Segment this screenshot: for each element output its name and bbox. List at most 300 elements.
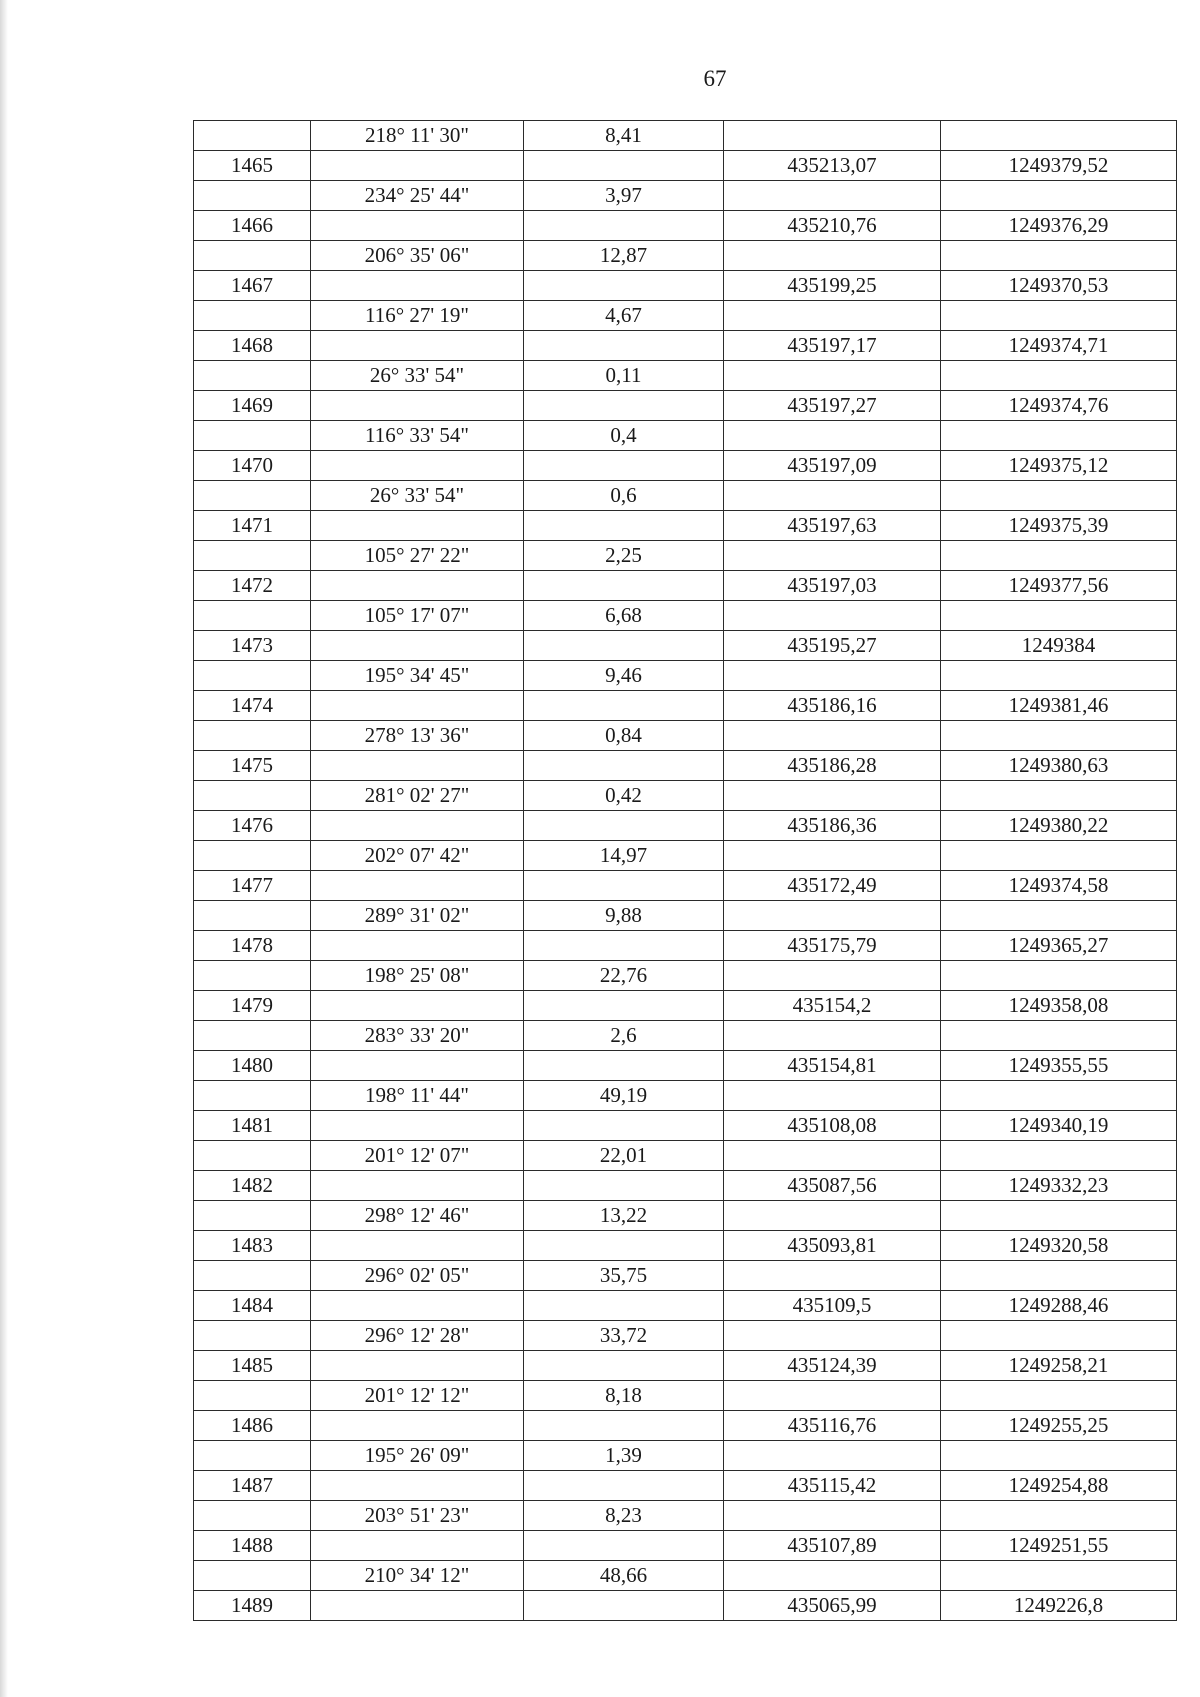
y-coordinate-cell: 1249375,39 xyxy=(941,511,1177,541)
segment-row xyxy=(194,1081,1177,1111)
point-number-cell: 1472 xyxy=(194,571,311,601)
y-coordinate-cell: 1249258,21 xyxy=(941,1351,1177,1381)
y-coordinate-cell: 1249374,76 xyxy=(941,391,1177,421)
y-coordinate-cell: 1249381,46 xyxy=(941,691,1177,721)
x-coordinate-cell xyxy=(724,481,941,511)
direction-angle-cell xyxy=(311,631,524,661)
x-coordinate-cell: 435108,08 xyxy=(724,1111,941,1141)
distance-cell xyxy=(524,811,724,841)
direction-angle-cell: 198° 11' 44" xyxy=(311,1081,524,1111)
point-row xyxy=(194,1231,1177,1261)
point-number-cell xyxy=(194,1381,311,1411)
x-coordinate-cell: 435093,81 xyxy=(724,1231,941,1261)
point-number-cell: 1486 xyxy=(194,1411,311,1441)
distance-cell: 2,25 xyxy=(524,541,724,571)
direction-angle-cell xyxy=(311,1051,524,1081)
segment-row xyxy=(194,781,1177,811)
direction-angle-cell xyxy=(311,1111,524,1141)
direction-angle-cell: 105° 17' 07" xyxy=(311,601,524,631)
point-row xyxy=(194,871,1177,901)
distance-cell: 13,22 xyxy=(524,1201,724,1231)
distance-cell xyxy=(524,1471,724,1501)
x-coordinate-cell xyxy=(724,181,941,211)
x-coordinate-cell xyxy=(724,1261,941,1291)
point-number-cell xyxy=(194,541,311,571)
segment-row xyxy=(194,181,1177,211)
point-number-cell: 1489 xyxy=(194,1591,311,1621)
segment-row xyxy=(194,421,1177,451)
y-coordinate-cell: 1249375,12 xyxy=(941,451,1177,481)
point-number-cell xyxy=(194,421,311,451)
point-number-cell xyxy=(194,1501,311,1531)
y-coordinate-cell xyxy=(941,181,1177,211)
point-number-cell xyxy=(194,121,311,151)
direction-angle-cell xyxy=(311,751,524,781)
distance-cell: 0,6 xyxy=(524,481,724,511)
direction-angle-cell: 203° 51' 23" xyxy=(311,1501,524,1531)
point-number-cell xyxy=(194,721,311,751)
direction-angle-cell: 198° 25' 08" xyxy=(311,961,524,991)
x-coordinate-cell xyxy=(724,361,941,391)
direction-angle-cell xyxy=(311,1591,524,1621)
point-number-cell: 1467 xyxy=(194,271,311,301)
distance-cell xyxy=(524,691,724,721)
y-coordinate-cell: 1249254,88 xyxy=(941,1471,1177,1501)
point-number-cell xyxy=(194,1081,311,1111)
point-number-cell: 1471 xyxy=(194,511,311,541)
distance-cell xyxy=(524,1411,724,1441)
direction-angle-cell xyxy=(311,1471,524,1501)
y-coordinate-cell xyxy=(941,481,1177,511)
point-number-cell xyxy=(194,1261,311,1291)
point-row xyxy=(194,691,1177,721)
x-coordinate-cell xyxy=(724,1201,941,1231)
y-coordinate-cell: 1249355,55 xyxy=(941,1051,1177,1081)
y-coordinate-cell xyxy=(941,421,1177,451)
x-coordinate-cell: 435087,56 xyxy=(724,1171,941,1201)
distance-cell xyxy=(524,211,724,241)
y-coordinate-cell: 1249370,53 xyxy=(941,271,1177,301)
distance-cell: 22,76 xyxy=(524,961,724,991)
point-row xyxy=(194,811,1177,841)
direction-angle-cell: 116° 27' 19" xyxy=(311,301,524,331)
point-number-cell xyxy=(194,961,311,991)
point-number-cell: 1477 xyxy=(194,871,311,901)
point-number-cell: 1487 xyxy=(194,1471,311,1501)
point-row xyxy=(194,1111,1177,1141)
direction-angle-cell xyxy=(311,691,524,721)
y-coordinate-cell xyxy=(941,841,1177,871)
distance-cell xyxy=(524,1291,724,1321)
distance-cell xyxy=(524,991,724,1021)
y-coordinate-cell xyxy=(941,1501,1177,1531)
y-coordinate-cell xyxy=(941,541,1177,571)
direction-angle-cell xyxy=(311,331,524,361)
point-number-cell: 1466 xyxy=(194,211,311,241)
distance-cell xyxy=(524,331,724,361)
y-coordinate-cell: 1249365,27 xyxy=(941,931,1177,961)
segment-row xyxy=(194,1561,1177,1591)
distance-cell xyxy=(524,511,724,541)
segment-row xyxy=(194,1021,1177,1051)
x-coordinate-cell xyxy=(724,901,941,931)
point-number-cell: 1476 xyxy=(194,811,311,841)
segment-row xyxy=(194,121,1177,151)
segment-row xyxy=(194,901,1177,931)
point-row xyxy=(194,1291,1177,1321)
y-coordinate-cell: 1249384 xyxy=(941,631,1177,661)
point-number-cell xyxy=(194,601,311,631)
y-coordinate-cell: 1249288,46 xyxy=(941,1291,1177,1321)
point-row xyxy=(194,451,1177,481)
direction-angle-cell: 210° 34' 12" xyxy=(311,1561,524,1591)
distance-cell xyxy=(524,1111,724,1141)
distance-cell: 1,39 xyxy=(524,1441,724,1471)
x-coordinate-cell: 435116,76 xyxy=(724,1411,941,1441)
y-coordinate-cell xyxy=(941,301,1177,331)
distance-cell: 49,19 xyxy=(524,1081,724,1111)
direction-angle-cell: 234° 25' 44" xyxy=(311,181,524,211)
point-number-cell xyxy=(194,661,311,691)
distance-cell xyxy=(524,151,724,181)
point-row xyxy=(194,751,1177,781)
y-coordinate-cell xyxy=(941,721,1177,751)
x-coordinate-cell: 435109,5 xyxy=(724,1291,941,1321)
x-coordinate-cell xyxy=(724,241,941,271)
y-coordinate-cell: 1249320,58 xyxy=(941,1231,1177,1261)
y-coordinate-cell xyxy=(941,241,1177,271)
distance-cell: 0,42 xyxy=(524,781,724,811)
y-coordinate-cell: 1249379,52 xyxy=(941,151,1177,181)
point-number-cell xyxy=(194,1141,311,1171)
y-coordinate-cell xyxy=(941,121,1177,151)
x-coordinate-cell: 435107,89 xyxy=(724,1531,941,1561)
x-coordinate-cell xyxy=(724,601,941,631)
distance-cell xyxy=(524,871,724,901)
distance-cell: 4,67 xyxy=(524,301,724,331)
direction-angle-cell: 289° 31' 02" xyxy=(311,901,524,931)
distance-cell xyxy=(524,1531,724,1561)
direction-angle-cell xyxy=(311,1171,524,1201)
scan-edge-shadow xyxy=(0,0,8,1697)
segment-row xyxy=(194,1381,1177,1411)
y-coordinate-cell: 1249251,55 xyxy=(941,1531,1177,1561)
y-coordinate-cell xyxy=(941,361,1177,391)
point-row xyxy=(194,1351,1177,1381)
point-row xyxy=(194,931,1177,961)
direction-angle-cell xyxy=(311,931,524,961)
point-row xyxy=(194,1171,1177,1201)
x-coordinate-cell xyxy=(724,1021,941,1051)
distance-cell xyxy=(524,1231,724,1261)
point-number-cell xyxy=(194,841,311,871)
segment-row xyxy=(194,601,1177,631)
x-coordinate-cell: 435154,81 xyxy=(724,1051,941,1081)
direction-angle-cell: 296° 02' 05" xyxy=(311,1261,524,1291)
point-number-cell xyxy=(194,301,311,331)
x-coordinate-cell: 435172,49 xyxy=(724,871,941,901)
y-coordinate-cell: 1249226,8 xyxy=(941,1591,1177,1621)
distance-cell xyxy=(524,1591,724,1621)
direction-angle-cell: 26° 33' 54" xyxy=(311,481,524,511)
point-number-cell: 1478 xyxy=(194,931,311,961)
point-number-cell: 1484 xyxy=(194,1291,311,1321)
distance-cell: 3,97 xyxy=(524,181,724,211)
point-number-cell: 1479 xyxy=(194,991,311,1021)
x-coordinate-cell: 435197,03 xyxy=(724,571,941,601)
direction-angle-cell: 278° 13' 36" xyxy=(311,721,524,751)
distance-cell: 6,68 xyxy=(524,601,724,631)
point-row xyxy=(194,1591,1177,1621)
x-coordinate-cell xyxy=(724,1501,941,1531)
distance-cell: 22,01 xyxy=(524,1141,724,1171)
direction-angle-cell xyxy=(311,271,524,301)
segment-row xyxy=(194,721,1177,751)
x-coordinate-cell: 435197,27 xyxy=(724,391,941,421)
direction-angle-cell xyxy=(311,211,524,241)
point-row xyxy=(194,1051,1177,1081)
segment-row xyxy=(194,241,1177,271)
x-coordinate-cell: 435197,09 xyxy=(724,451,941,481)
x-coordinate-cell xyxy=(724,1381,941,1411)
point-number-cell: 1482 xyxy=(194,1171,311,1201)
direction-angle-cell xyxy=(311,871,524,901)
direction-angle-cell: 195° 34' 45" xyxy=(311,661,524,691)
direction-angle-cell xyxy=(311,1291,524,1321)
distance-cell xyxy=(524,571,724,601)
x-coordinate-cell: 435197,17 xyxy=(724,331,941,361)
x-coordinate-cell: 435175,79 xyxy=(724,931,941,961)
coordinates-table xyxy=(193,120,1177,1621)
direction-angle-cell xyxy=(311,391,524,421)
direction-angle-cell: 298° 12' 46" xyxy=(311,1201,524,1231)
direction-angle-cell: 206° 35' 06" xyxy=(311,241,524,271)
y-coordinate-cell: 1249376,29 xyxy=(941,211,1177,241)
point-number-cell: 1483 xyxy=(194,1231,311,1261)
point-number-cell xyxy=(194,1561,311,1591)
y-coordinate-cell xyxy=(941,781,1177,811)
y-coordinate-cell: 1249255,25 xyxy=(941,1411,1177,1441)
distance-cell xyxy=(524,931,724,961)
point-row xyxy=(194,1471,1177,1501)
x-coordinate-cell: 435195,27 xyxy=(724,631,941,661)
distance-cell: 12,87 xyxy=(524,241,724,271)
point-number-cell xyxy=(194,361,311,391)
y-coordinate-cell xyxy=(941,661,1177,691)
point-row xyxy=(194,1411,1177,1441)
segment-row xyxy=(194,541,1177,571)
distance-cell: 0,4 xyxy=(524,421,724,451)
point-number-cell: 1470 xyxy=(194,451,311,481)
segment-row xyxy=(194,1141,1177,1171)
segment-row xyxy=(194,661,1177,691)
x-coordinate-cell: 435213,07 xyxy=(724,151,941,181)
point-number-cell: 1468 xyxy=(194,331,311,361)
y-coordinate-cell xyxy=(941,1561,1177,1591)
x-coordinate-cell xyxy=(724,961,941,991)
segment-row xyxy=(194,1201,1177,1231)
y-coordinate-cell xyxy=(941,1021,1177,1051)
segment-row xyxy=(194,1261,1177,1291)
page-number: 67 xyxy=(703,66,727,91)
x-coordinate-cell xyxy=(724,1081,941,1111)
direction-angle-cell xyxy=(311,151,524,181)
x-coordinate-cell: 435199,25 xyxy=(724,271,941,301)
direction-angle-cell xyxy=(311,451,524,481)
point-row xyxy=(194,631,1177,661)
point-number-cell xyxy=(194,901,311,931)
point-number-cell: 1480 xyxy=(194,1051,311,1081)
distance-cell: 35,75 xyxy=(524,1261,724,1291)
distance-cell xyxy=(524,631,724,661)
y-coordinate-cell xyxy=(941,1201,1177,1231)
y-coordinate-cell: 1249374,71 xyxy=(941,331,1177,361)
x-coordinate-cell xyxy=(724,1441,941,1471)
x-coordinate-cell xyxy=(724,1561,941,1591)
direction-angle-cell xyxy=(311,1531,524,1561)
y-coordinate-cell xyxy=(941,601,1177,631)
y-coordinate-cell: 1249340,19 xyxy=(941,1111,1177,1141)
direction-angle-cell: 296° 12' 28" xyxy=(311,1321,524,1351)
x-coordinate-cell: 435186,36 xyxy=(724,811,941,841)
point-number-cell xyxy=(194,241,311,271)
point-number-cell xyxy=(194,1321,311,1351)
x-coordinate-cell: 435210,76 xyxy=(724,211,941,241)
distance-cell: 9,46 xyxy=(524,661,724,691)
point-number-cell: 1481 xyxy=(194,1111,311,1141)
y-coordinate-cell: 1249380,63 xyxy=(941,751,1177,781)
direction-angle-cell xyxy=(311,1231,524,1261)
point-row xyxy=(194,511,1177,541)
point-number-cell: 1474 xyxy=(194,691,311,721)
y-coordinate-cell: 1249332,23 xyxy=(941,1171,1177,1201)
point-row xyxy=(194,571,1177,601)
direction-angle-cell xyxy=(311,571,524,601)
distance-cell: 9,88 xyxy=(524,901,724,931)
x-coordinate-cell xyxy=(724,121,941,151)
distance-cell xyxy=(524,271,724,301)
point-row xyxy=(194,151,1177,181)
distance-cell xyxy=(524,451,724,481)
y-coordinate-cell xyxy=(941,961,1177,991)
direction-angle-cell: 116° 33' 54" xyxy=(311,421,524,451)
x-coordinate-cell xyxy=(724,301,941,331)
point-row xyxy=(194,331,1177,361)
point-number-cell: 1469 xyxy=(194,391,311,421)
distance-cell: 14,97 xyxy=(524,841,724,871)
point-number-cell xyxy=(194,481,311,511)
segment-row xyxy=(194,1501,1177,1531)
distance-cell: 8,23 xyxy=(524,1501,724,1531)
point-number-cell xyxy=(194,181,311,211)
point-number-cell: 1488 xyxy=(194,1531,311,1561)
y-coordinate-cell xyxy=(941,1381,1177,1411)
direction-angle-cell xyxy=(311,1411,524,1441)
segment-row xyxy=(194,961,1177,991)
point-number-cell: 1465 xyxy=(194,151,311,181)
point-number-cell xyxy=(194,1441,311,1471)
direction-angle-cell: 26° 33' 54" xyxy=(311,361,524,391)
distance-cell xyxy=(524,751,724,781)
distance-cell xyxy=(524,1051,724,1081)
direction-angle-cell: 201° 12' 07" xyxy=(311,1141,524,1171)
distance-cell xyxy=(524,1351,724,1381)
x-coordinate-cell: 435115,42 xyxy=(724,1471,941,1501)
segment-row xyxy=(194,1441,1177,1471)
y-coordinate-cell xyxy=(941,1261,1177,1291)
distance-cell: 33,72 xyxy=(524,1321,724,1351)
direction-angle-cell xyxy=(311,811,524,841)
point-number-cell xyxy=(194,1021,311,1051)
y-coordinate-cell: 1249374,58 xyxy=(941,871,1177,901)
point-row xyxy=(194,211,1177,241)
distance-cell: 2,6 xyxy=(524,1021,724,1051)
direction-angle-cell: 283° 33' 20" xyxy=(311,1021,524,1051)
distance-cell xyxy=(524,1171,724,1201)
x-coordinate-cell xyxy=(724,661,941,691)
x-coordinate-cell: 435124,39 xyxy=(724,1351,941,1381)
segment-row xyxy=(194,361,1177,391)
distance-cell: 0,84 xyxy=(524,721,724,751)
distance-cell: 48,66 xyxy=(524,1561,724,1591)
x-coordinate-cell: 435065,99 xyxy=(724,1591,941,1621)
y-coordinate-cell xyxy=(941,1321,1177,1351)
point-row xyxy=(194,271,1177,301)
point-number-cell: 1475 xyxy=(194,751,311,781)
direction-angle-cell: 105° 27' 22" xyxy=(311,541,524,571)
x-coordinate-cell: 435154,2 xyxy=(724,991,941,1021)
distance-cell xyxy=(524,391,724,421)
x-coordinate-cell xyxy=(724,721,941,751)
direction-angle-cell: 202° 07' 42" xyxy=(311,841,524,871)
segment-row xyxy=(194,481,1177,511)
y-coordinate-cell: 1249380,22 xyxy=(941,811,1177,841)
point-number-cell xyxy=(194,781,311,811)
point-number-cell: 1485 xyxy=(194,1351,311,1381)
segment-row xyxy=(194,1321,1177,1351)
point-row xyxy=(194,991,1177,1021)
point-number-cell xyxy=(194,1201,311,1231)
x-coordinate-cell: 435186,16 xyxy=(724,691,941,721)
y-coordinate-cell xyxy=(941,1081,1177,1111)
coordinates-table-body xyxy=(194,121,1177,1621)
y-coordinate-cell: 1249358,08 xyxy=(941,991,1177,1021)
x-coordinate-cell xyxy=(724,421,941,451)
x-coordinate-cell xyxy=(724,781,941,811)
direction-angle-cell xyxy=(311,1351,524,1381)
direction-angle-cell xyxy=(311,991,524,1021)
segment-row xyxy=(194,301,1177,331)
segment-row xyxy=(194,841,1177,871)
x-coordinate-cell xyxy=(724,541,941,571)
direction-angle-cell: 201° 12' 12" xyxy=(311,1381,524,1411)
direction-angle-cell: 281° 02' 27" xyxy=(311,781,524,811)
y-coordinate-cell xyxy=(941,901,1177,931)
direction-angle-cell xyxy=(311,511,524,541)
y-coordinate-cell xyxy=(941,1441,1177,1471)
point-row xyxy=(194,391,1177,421)
y-coordinate-cell xyxy=(941,1141,1177,1171)
x-coordinate-cell xyxy=(724,1321,941,1351)
x-coordinate-cell: 435186,28 xyxy=(724,751,941,781)
direction-angle-cell: 195° 26' 09" xyxy=(311,1441,524,1471)
direction-angle-cell: 218° 11' 30" xyxy=(311,121,524,151)
distance-cell: 8,41 xyxy=(524,121,724,151)
distance-cell: 0,11 xyxy=(524,361,724,391)
y-coordinate-cell: 1249377,56 xyxy=(941,571,1177,601)
x-coordinate-cell xyxy=(724,841,941,871)
point-number-cell: 1473 xyxy=(194,631,311,661)
